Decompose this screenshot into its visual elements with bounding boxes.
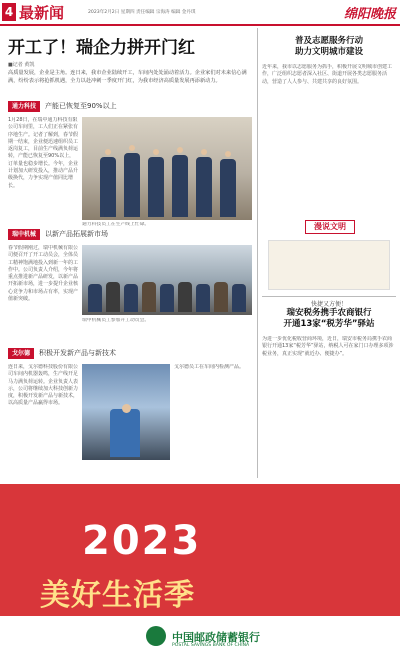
right-headline-2: 瑞安税务携手农商银行 开通13家“税芳华”驿站: [283, 308, 375, 329]
issue-info: 2023年2月2日 星期四 责任编辑 宗海涛 编辑 金丹琪: [88, 10, 196, 15]
byline: ■记者 黄凯: [8, 62, 35, 68]
photo-tongli-workers: [82, 117, 252, 220]
page-number: 4: [2, 3, 16, 21]
photo-caption-2: 瑞中机械员工参加开工动员会。: [82, 318, 150, 323]
cartoon-illustration: [268, 240, 390, 290]
right-text-1: 近年来，我市以志愿服务为抓手，积极开展文明城市创建工作，广泛组织志愿者深入社区、街道开展各类志愿服务活动，营造了人人参与、共建共享的良好氛围。: [262, 64, 393, 85]
right-kicker: 快捷又方便！: [310, 301, 347, 308]
main-headline: 开工了！瑞企力拼开门红: [8, 38, 195, 58]
photo-caption-1: 通力科技员工在生产线上忙碌。: [82, 222, 150, 227]
section-caption-3: 戈尔德员工在车间内检测产品。: [174, 364, 245, 370]
bank-name-en: POSTAL SAVINGS BANK OF CHINA: [172, 643, 250, 648]
section-heading-2: [8, 228, 108, 240]
bank-logo-icon: [146, 626, 166, 646]
ad-slogan: 美好生活季: [40, 578, 195, 613]
right-divider: [262, 296, 396, 297]
photo-gold-worker: [82, 364, 170, 460]
section-heading-3: [8, 347, 116, 359]
lead-paragraph: 高质量发展，企业是主角。连日来，我市企业陆续开工，车间内处处涌动着活力。企业家们对未来信心满满，纷纷表示将抢抓机遇，全力以赴冲刺一季度开门红，为我市经济高质量发展再添新动力。: [8, 70, 247, 84]
bank-footer: [0, 616, 400, 656]
right-headline-1: 普及志愿服务行动 助力文明城市建设: [294, 36, 363, 57]
masthead: [0, 0, 400, 26]
section-subtitle-1: 产能已恢复至90%以上: [45, 102, 117, 110]
section-heading-1: [8, 100, 117, 112]
section-subtitle-2: 以新产品拓展新市场: [45, 230, 109, 238]
section-tag-1: 通力科技: [8, 101, 40, 112]
newspaper-logo: 绵阳晚报: [343, 7, 396, 22]
section-text-2: 春节假期刚过，瑞中机械有限公司便召开了开工动员会，全体员工精神饱满地投入到新一年的工作中。公司负责人介绍，今年将重点推进新产品研发，以新产品开拓新市场，进一步提升企业核心竞争力和市场占有率，实现产值新突破。: [8, 245, 78, 303]
postal-bank-ad: [0, 484, 400, 656]
section-tag-3: 戈尔德: [8, 348, 34, 359]
section-text-1: 1月28日，在瑞中通力科技有限公司车间里，工人们正在紧张有序地生产。记者了解到，春节假期一结束，企业便迅速组织员工返岗复工，目前生产线满负荷运转，产能已恢复至90%以上，订单量也稳步增长。今年，企业计划加大研发投入，推动产品升级换代，力争实现产值同比增长。: [8, 117, 78, 189]
section-tag-2: 瑞中机械: [8, 229, 40, 240]
photo-jixie-meeting: [82, 245, 252, 315]
section-text-3: 连日来，戈尔德科技股份有限公司车间内机器轰鸣，生产线开足马力满负荷运转。企业负责人表示，公司将继续加大科技创新力度，积极开发新产品与新技术，以高质量产品赢得市场。: [8, 364, 78, 407]
section-title: 最新闻: [19, 4, 65, 22]
section-subtitle-3: 积极开发新产品与新技术: [39, 349, 117, 357]
manshuo-wenming-tag: 漫说文明: [305, 220, 355, 234]
column-divider: [257, 28, 258, 478]
ad-year: 2023: [82, 518, 202, 564]
right-text-2: 为进一步优化税收营商环境，近日，瑞安市税务局携手农商银行开通13家“税芳华”驿站，纳税人可在家门口办理多项涉税业务，真正实现“就近办、便捷办”。: [262, 336, 394, 357]
bank-name: 中国邮政储蓄银行: [172, 631, 260, 644]
